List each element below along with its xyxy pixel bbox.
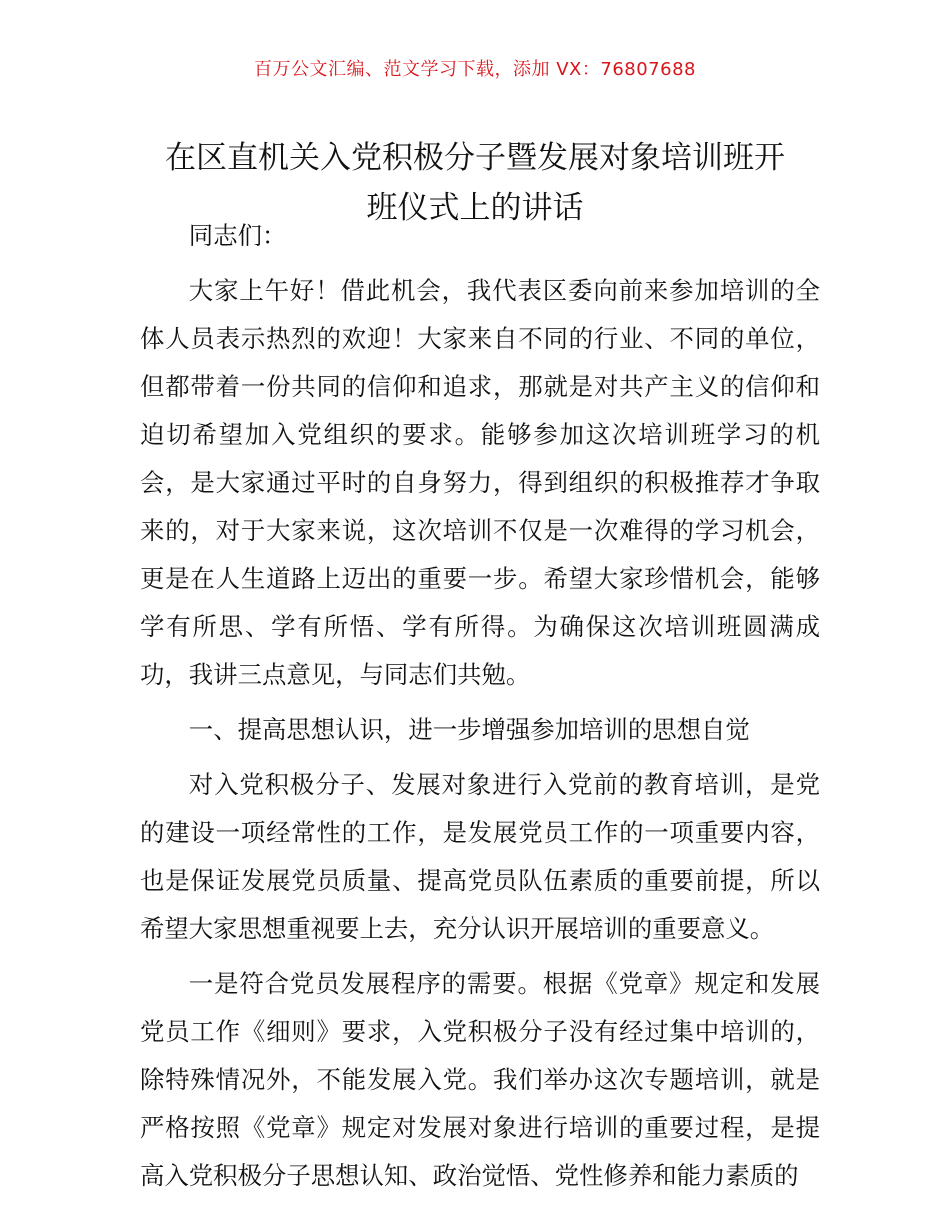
document-body: [140, 212, 820, 1207]
section-heading-1: 一、提高思想认识，进一步增强参加培训的思想自觉: [188, 715, 750, 744]
salutation: 同志们：: [188, 221, 287, 250]
paragraph-training-importance: 对入党积极分子、发展对象进行入党前的教育培训，是党的建设一项经常性的工作，是发展党员工作的一项重要内容，也是保证发展党员质量、提高党员队伍素质的重要前提，所以希望大家思想重视要上去，充分认识开展培训的重要意义。: [140, 770, 820, 943]
header-watermark: 百万公文汇编、范文学习下载，添加 VX：76807688: [254, 59, 696, 80]
paragraph-greeting: 大家上午好！借此机会，我代表区委向前来参加培训的全体人员表示热烈的欢迎！大家来自不同的行业、不同的单位，但都带着一份共同的信仰和追求，那就是对共产主义的信仰和迫切希望加入党组织的要求。能够参加这次培训班学习的机会，是大家通过平时的自身努力，得到组织的积极推荐才争取来的，对于大家来说，这次培训不仅是一次难得的学习机会，更是在人生道路上迈出的重要一步。希望大家珍惜机会，能够学有所思、学有所悟、学有所得。为确保这次培训班圆满成功，我讲三点意见，与同志们共勉。: [140, 276, 820, 689]
paragraph-point-one: 一是符合党员发展程序的需要。根据《党章》规定和发展党员工作《细则》要求，入党积极分子没有经过集中培训的，除特殊情况外，不能发展入党。我们举办这次专题培训，就是严格按照《党章》规定对发展对象进行培训的重要过程，是提高入党积极分子思想认知、政治觉悟、党性修养和能力素质的: [140, 969, 820, 1190]
title-line-1: 在区直机关入党积极分子暨发展对象培训班开: [165, 139, 785, 176]
title-line-2: 班仪式上的讲话: [366, 189, 584, 226]
